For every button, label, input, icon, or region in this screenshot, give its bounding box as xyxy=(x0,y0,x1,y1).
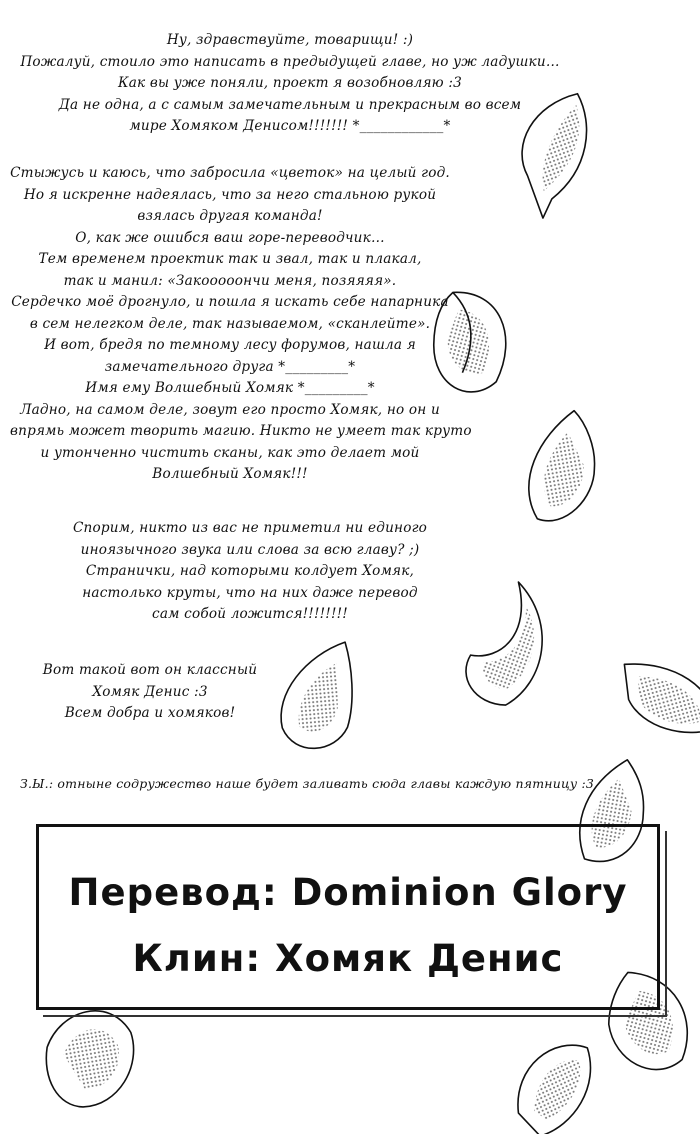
text-line: Стыжусь и каюсь, что забросила «цветок» на целый год. xyxy=(10,165,450,181)
text-line: настолько круты, что на них даже перевод xyxy=(82,584,418,601)
text-line: Волшебный Хомяк!!! xyxy=(152,466,308,482)
farewell-paragraph xyxy=(30,660,270,725)
petal xyxy=(275,642,357,751)
petal xyxy=(500,1036,613,1134)
text-line: Но я искренне надеялась, что за него стальною рукой xyxy=(23,186,437,203)
bet-paragraph xyxy=(60,518,440,626)
text-line: Всем добра и хомяков! xyxy=(64,705,236,721)
text-line: Тем временем проектик так и звал, так и плакал, xyxy=(38,251,422,267)
text-line: Странички, над которыми колдует Хомяк, xyxy=(85,563,415,579)
text-line: впрямь может творить магию. Никто не умеет так круто xyxy=(10,423,472,439)
text-line: иноязычного звука или слова за всю главу? ;) xyxy=(80,541,420,558)
story-paragraph xyxy=(10,163,472,486)
text-line: сам собой ложится!!!!!!!! xyxy=(152,606,348,622)
text-line: И вот, бредя по темному лесу форумов, нашла я xyxy=(44,337,416,353)
text-line: мире Хомяком Денисом!!!!!!! *____________* xyxy=(129,118,451,134)
text-line: Вот такой вот он классный xyxy=(42,662,258,678)
text-line: Как вы уже поняли, проект я возобновляю :3 xyxy=(118,75,462,91)
postscript-note: З.Ы.: отныне содружество наше будет заливать сюда главы каждую пятницу :3 xyxy=(20,776,595,791)
text-line: Ну, здравствуйте, товарищи! :) xyxy=(166,32,414,48)
text-line: взялась другая команда! xyxy=(137,208,323,224)
text-line: Пожалуй, стоило это написать в предыдущей главе, но уж ладушки… xyxy=(20,53,560,70)
text-line: Хомяк Денис :3 xyxy=(92,683,208,700)
petal xyxy=(620,645,700,749)
text-line: Имя ему Волшебный Хомяк *_________* xyxy=(85,380,375,396)
petal xyxy=(457,575,562,713)
text-line: Да не одна, а с самым замечательным и прекрасным во всем xyxy=(58,96,522,113)
text-line: Ладно, на самом деле, зовут его просто Хомяк, но он и xyxy=(20,401,440,418)
petal xyxy=(516,409,604,524)
text-line: так и манил: «Закооооончи меня, позяяяя». xyxy=(63,272,397,289)
credits-frame xyxy=(36,824,660,1010)
text-line: Сердечко моё дрогнуло, и пошла я искать себе напарника xyxy=(11,294,449,310)
text-line: замечательного друга *_________* xyxy=(104,358,356,375)
text-line: в сем нелегком деле, так называемом, «сканлейте». xyxy=(29,315,431,332)
petal xyxy=(38,1005,142,1113)
text-line: О, как же ошибся ваш горе-переводчик… xyxy=(75,229,385,246)
clean-credit: Клин: Хомяк Денис xyxy=(132,937,564,980)
intro-paragraph xyxy=(20,30,560,138)
text-line: Спорим, никто из вас не приметил ни единого xyxy=(72,520,428,536)
text-line: и утонченно чистить сканы, как это делает мой xyxy=(40,444,420,461)
translation-credit: Перевод: Dominion Glory xyxy=(68,871,628,914)
